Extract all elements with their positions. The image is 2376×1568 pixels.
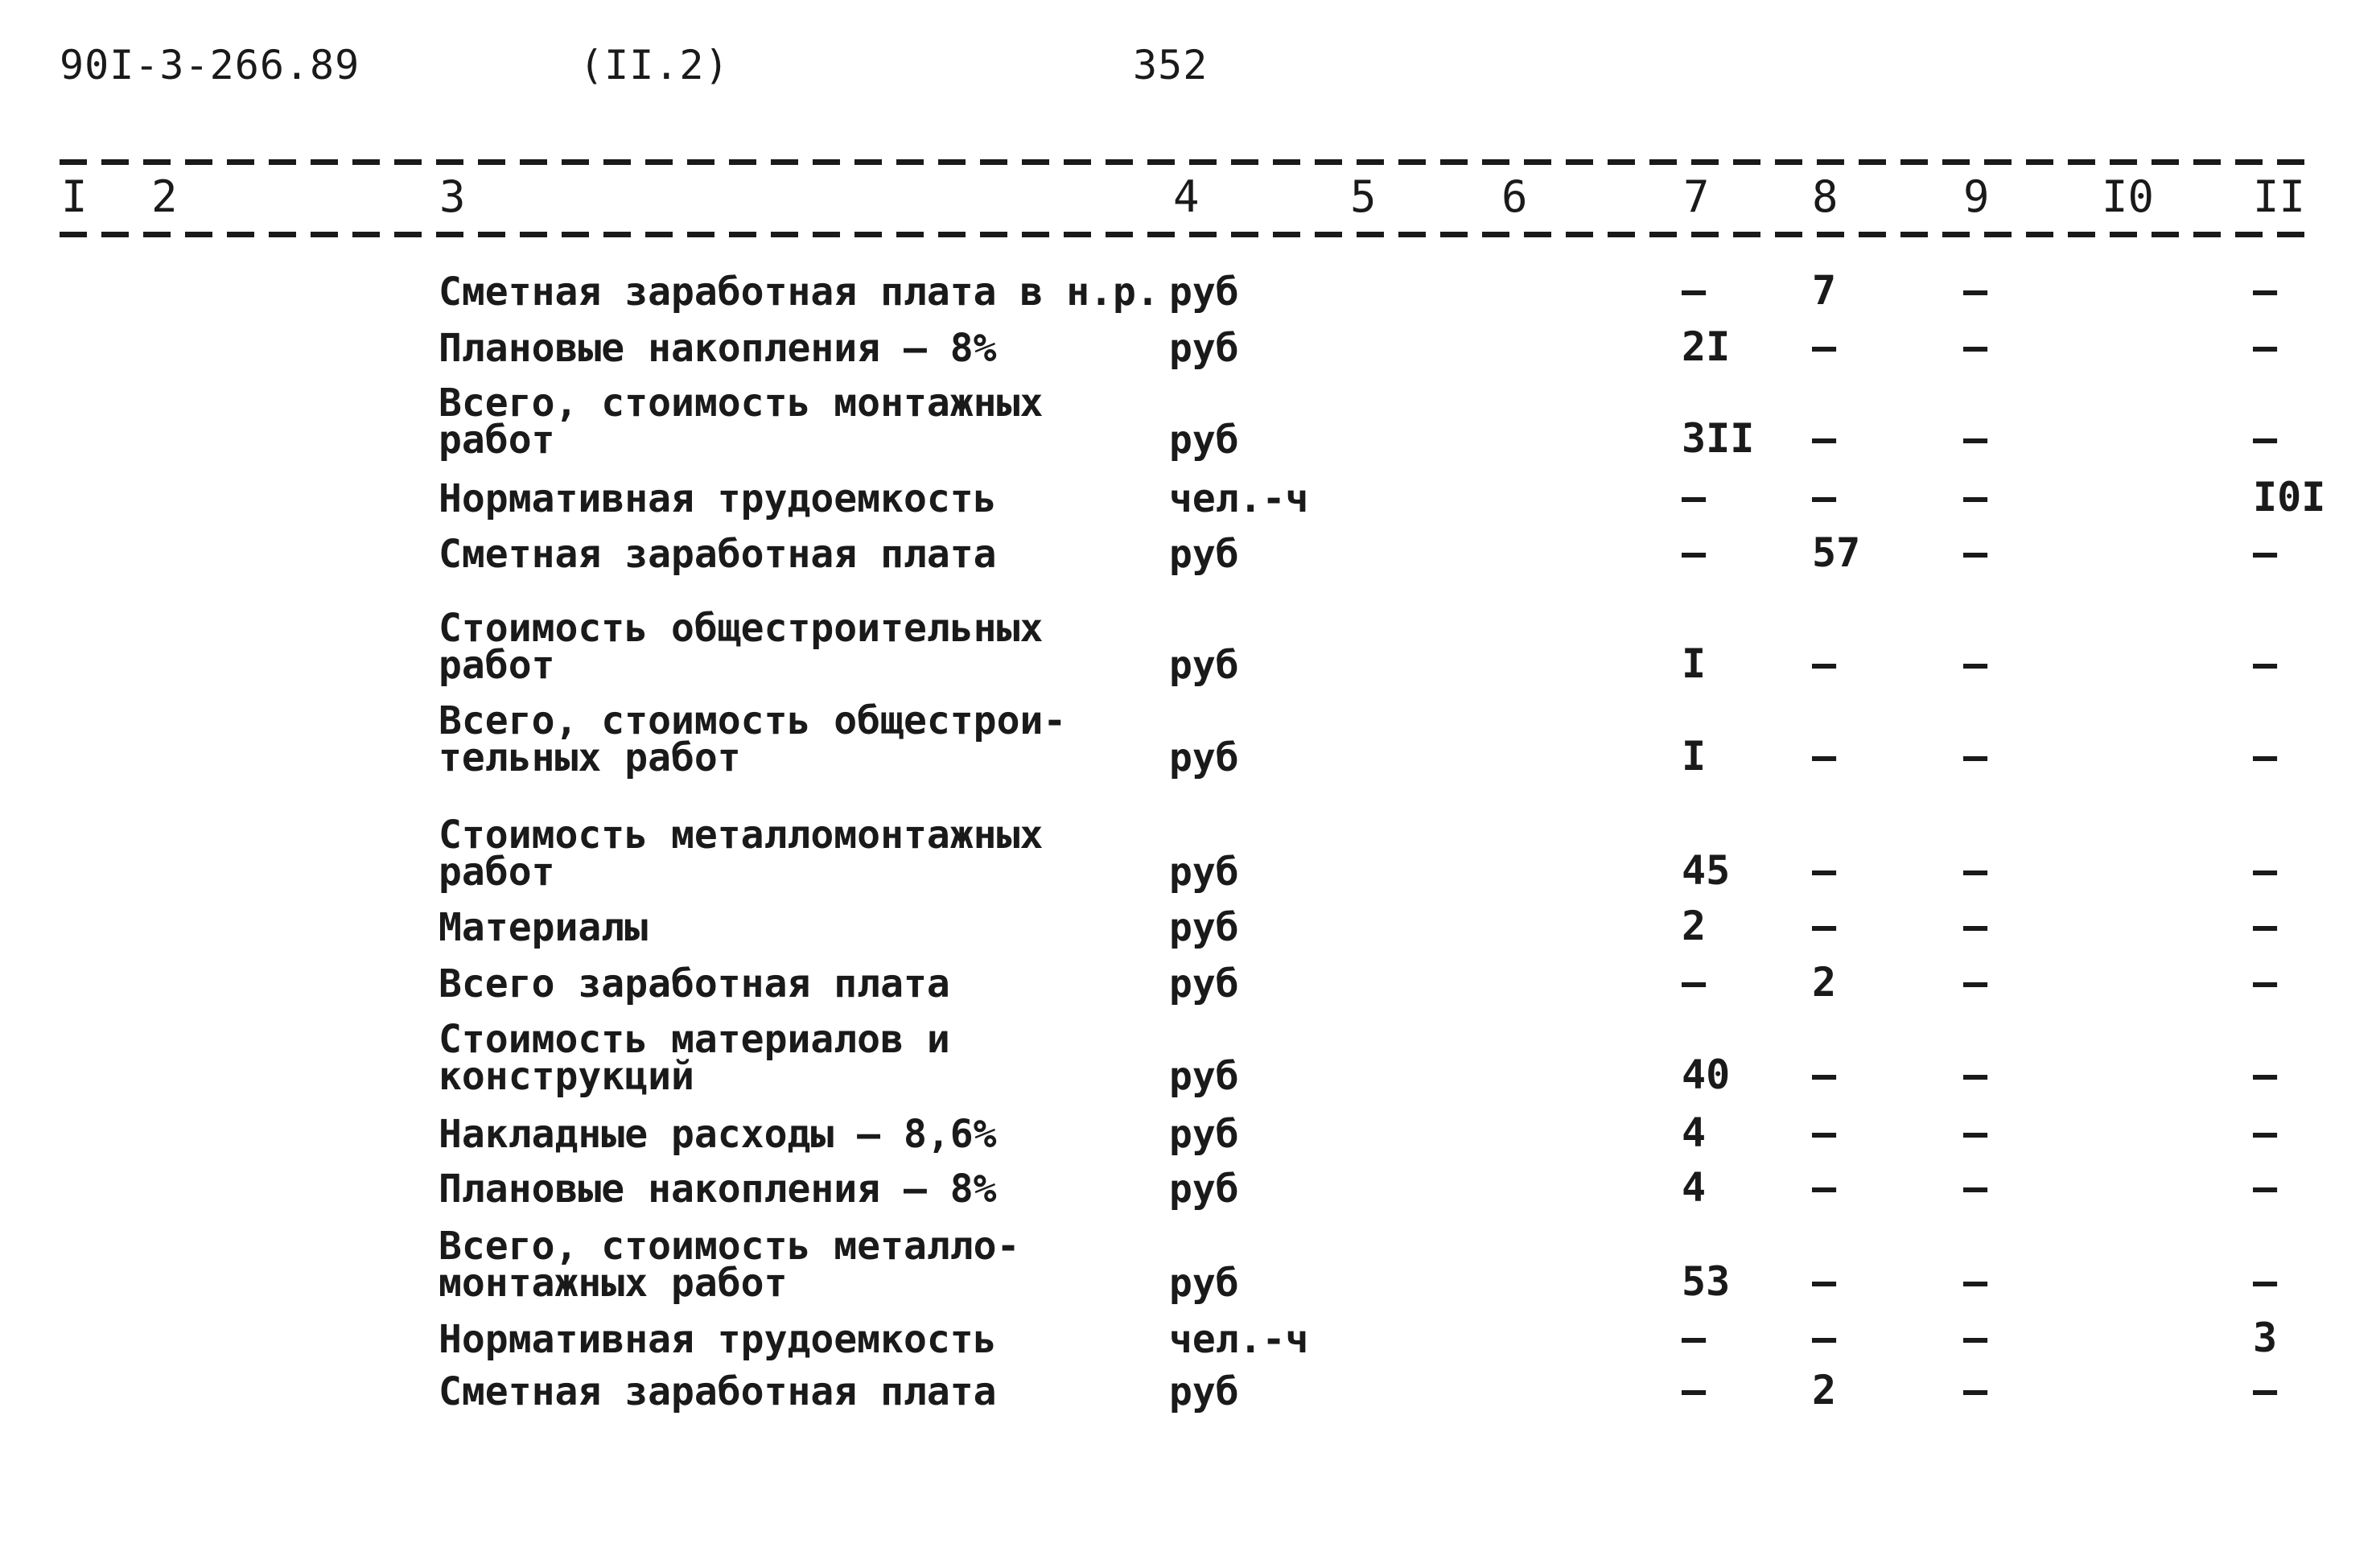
column-number: 8 bbox=[1812, 171, 1839, 222]
cell-col11: – bbox=[2253, 267, 2278, 314]
cell-col11: – bbox=[2253, 640, 2278, 687]
cell-col7: – bbox=[1682, 959, 1707, 1006]
column-number: 4 bbox=[1173, 171, 1200, 222]
cell-col7: – bbox=[1682, 529, 1707, 576]
column-number: II bbox=[2253, 171, 2306, 222]
cell-col8: – bbox=[1812, 1258, 1837, 1305]
row-description: Плановые накопления – 8% bbox=[439, 1167, 997, 1212]
cell-col7: I bbox=[1682, 733, 1707, 780]
cell-col9: – bbox=[1963, 733, 1988, 780]
table-row bbox=[0, 267, 2376, 315]
page-number: 352 bbox=[1133, 42, 1209, 88]
cell-col9: – bbox=[1963, 959, 1988, 1006]
row-unit: руб bbox=[1169, 1054, 1239, 1099]
cell-col7: 2 bbox=[1682, 903, 1707, 949]
cell-col8: – bbox=[1812, 323, 1837, 370]
row-description: Всего, стоимость металло- монтажных работ bbox=[439, 1224, 1020, 1306]
cell-col8: 7 bbox=[1812, 267, 1837, 314]
row-description: Нормативная трудоемкость bbox=[439, 1317, 997, 1362]
column-number: 6 bbox=[1501, 171, 1528, 222]
table-row bbox=[0, 813, 2376, 895]
cell-col7: 45 bbox=[1682, 847, 1731, 894]
cell-col8: – bbox=[1812, 1164, 1837, 1211]
cell-col9: – bbox=[1963, 267, 1988, 314]
cell-col11: – bbox=[2253, 1367, 2278, 1414]
document-number: 90I-3-266.89 bbox=[60, 42, 360, 88]
cell-col7: 4 bbox=[1682, 1109, 1707, 1156]
section-code: (II.2) bbox=[579, 42, 730, 88]
cell-col11: – bbox=[2253, 733, 2278, 780]
row-unit: чел.-ч bbox=[1169, 476, 1309, 521]
row-unit: руб bbox=[1169, 1167, 1239, 1212]
table-header-rule bbox=[60, 232, 2317, 237]
cell-col11: – bbox=[2253, 959, 2278, 1006]
cell-col8: – bbox=[1812, 415, 1837, 462]
cell-col7: I bbox=[1682, 640, 1707, 687]
cell-col8: – bbox=[1812, 640, 1837, 687]
row-description: Всего, стоимость общестрои- тельных работ bbox=[439, 698, 1067, 780]
row-unit: руб bbox=[1169, 735, 1239, 780]
table-top-rule bbox=[60, 159, 2317, 165]
cell-col7: – bbox=[1682, 267, 1707, 314]
row-unit: руб bbox=[1169, 418, 1239, 463]
cell-col9: – bbox=[1963, 847, 1988, 894]
cell-col8: 57 bbox=[1812, 529, 1861, 576]
cell-col8: – bbox=[1812, 847, 1837, 894]
cell-col7: 4 bbox=[1682, 1164, 1707, 1211]
table-row bbox=[0, 323, 2376, 371]
cell-col9: – bbox=[1963, 1315, 1988, 1361]
row-description: Стоимость общестроительных работ bbox=[439, 606, 1044, 688]
cell-col9: – bbox=[1963, 1367, 1988, 1414]
cell-col8: 2 bbox=[1812, 959, 1837, 1006]
cell-col11: – bbox=[2253, 903, 2278, 949]
cell-col8: – bbox=[1812, 733, 1837, 780]
table-row bbox=[0, 1164, 2376, 1212]
cell-col9: – bbox=[1963, 903, 1988, 949]
row-description: Стоимость металломонтажных работ bbox=[439, 813, 1044, 895]
row-unit: руб bbox=[1169, 905, 1239, 950]
table-row bbox=[0, 529, 2376, 577]
cell-col8: – bbox=[1812, 1315, 1837, 1361]
row-description: Сметная заработная плата в н.р. bbox=[439, 270, 1159, 315]
cell-col9: – bbox=[1963, 474, 1988, 521]
table-row bbox=[0, 381, 2376, 463]
table-row bbox=[0, 606, 2376, 688]
cell-col11: – bbox=[2253, 1109, 2278, 1156]
table-row bbox=[0, 474, 2376, 521]
row-unit: руб bbox=[1169, 643, 1239, 688]
row-description: Всего заработная плата bbox=[439, 961, 950, 1006]
cell-col11: – bbox=[2253, 1052, 2278, 1098]
column-number: I bbox=[61, 171, 88, 222]
row-unit: руб bbox=[1169, 532, 1239, 577]
cell-col9: – bbox=[1963, 415, 1988, 462]
column-number: 2 bbox=[151, 171, 178, 222]
cell-col8: 2 bbox=[1812, 1367, 1837, 1414]
cell-col9: – bbox=[1963, 1258, 1988, 1305]
column-number: 9 bbox=[1963, 171, 1990, 222]
cell-col11: – bbox=[2253, 415, 2278, 462]
cell-col9: – bbox=[1963, 323, 1988, 370]
row-description: Накладные расходы – 8,6% bbox=[439, 1112, 997, 1157]
column-number: I0 bbox=[2102, 171, 2155, 222]
row-description: Всего, стоимость монтажных работ bbox=[439, 381, 1044, 463]
cell-col7: 53 bbox=[1682, 1258, 1731, 1305]
table-row bbox=[0, 1109, 2376, 1157]
cell-col8: – bbox=[1812, 1052, 1837, 1098]
column-number: 7 bbox=[1683, 171, 1710, 222]
row-description: Нормативная трудоемкость bbox=[439, 476, 997, 521]
row-description: Плановые накопления – 8% bbox=[439, 326, 997, 371]
cell-col7: – bbox=[1682, 1367, 1707, 1414]
cell-col9: – bbox=[1963, 1164, 1988, 1211]
row-description: Материалы bbox=[439, 905, 649, 950]
cell-col7: – bbox=[1682, 474, 1707, 521]
cell-col9: – bbox=[1963, 640, 1988, 687]
cell-col11: I0I bbox=[2253, 474, 2326, 521]
cell-col8: – bbox=[1812, 474, 1837, 521]
column-number: 5 bbox=[1350, 171, 1377, 222]
row-unit: руб bbox=[1169, 270, 1239, 315]
row-unit: чел.-ч bbox=[1169, 1317, 1309, 1362]
cell-col11: – bbox=[2253, 1164, 2278, 1211]
cell-col11: – bbox=[2253, 1258, 2278, 1305]
table-row bbox=[0, 903, 2376, 950]
row-unit: руб bbox=[1169, 850, 1239, 895]
row-unit: руб bbox=[1169, 1112, 1239, 1157]
cell-col8: – bbox=[1812, 1109, 1837, 1156]
cell-col7: – bbox=[1682, 1315, 1707, 1361]
table-row bbox=[0, 1315, 2376, 1362]
cell-col11: – bbox=[2253, 323, 2278, 370]
column-number: 3 bbox=[439, 171, 466, 222]
cell-col7: 40 bbox=[1682, 1052, 1731, 1098]
cell-col8: – bbox=[1812, 903, 1837, 949]
cell-col7: 3II bbox=[1682, 415, 1755, 462]
cell-col9: – bbox=[1963, 529, 1988, 576]
row-unit: руб bbox=[1169, 326, 1239, 371]
row-description: Стоимость материалов и конструкций bbox=[439, 1017, 950, 1099]
table-row bbox=[0, 1017, 2376, 1099]
table-row bbox=[0, 1224, 2376, 1306]
row-description: Сметная заработная плата bbox=[439, 1369, 997, 1414]
cell-col9: – bbox=[1963, 1052, 1988, 1098]
row-description: Сметная заработная плата bbox=[439, 532, 997, 577]
row-unit: руб bbox=[1169, 1369, 1239, 1414]
row-unit: руб bbox=[1169, 961, 1239, 1006]
row-unit: руб bbox=[1169, 1261, 1239, 1306]
cell-col11: 3 bbox=[2253, 1315, 2278, 1361]
cell-col11: – bbox=[2253, 529, 2278, 576]
cell-col9: – bbox=[1963, 1109, 1988, 1156]
cell-col11: – bbox=[2253, 847, 2278, 894]
cell-col7: 2I bbox=[1682, 323, 1731, 370]
